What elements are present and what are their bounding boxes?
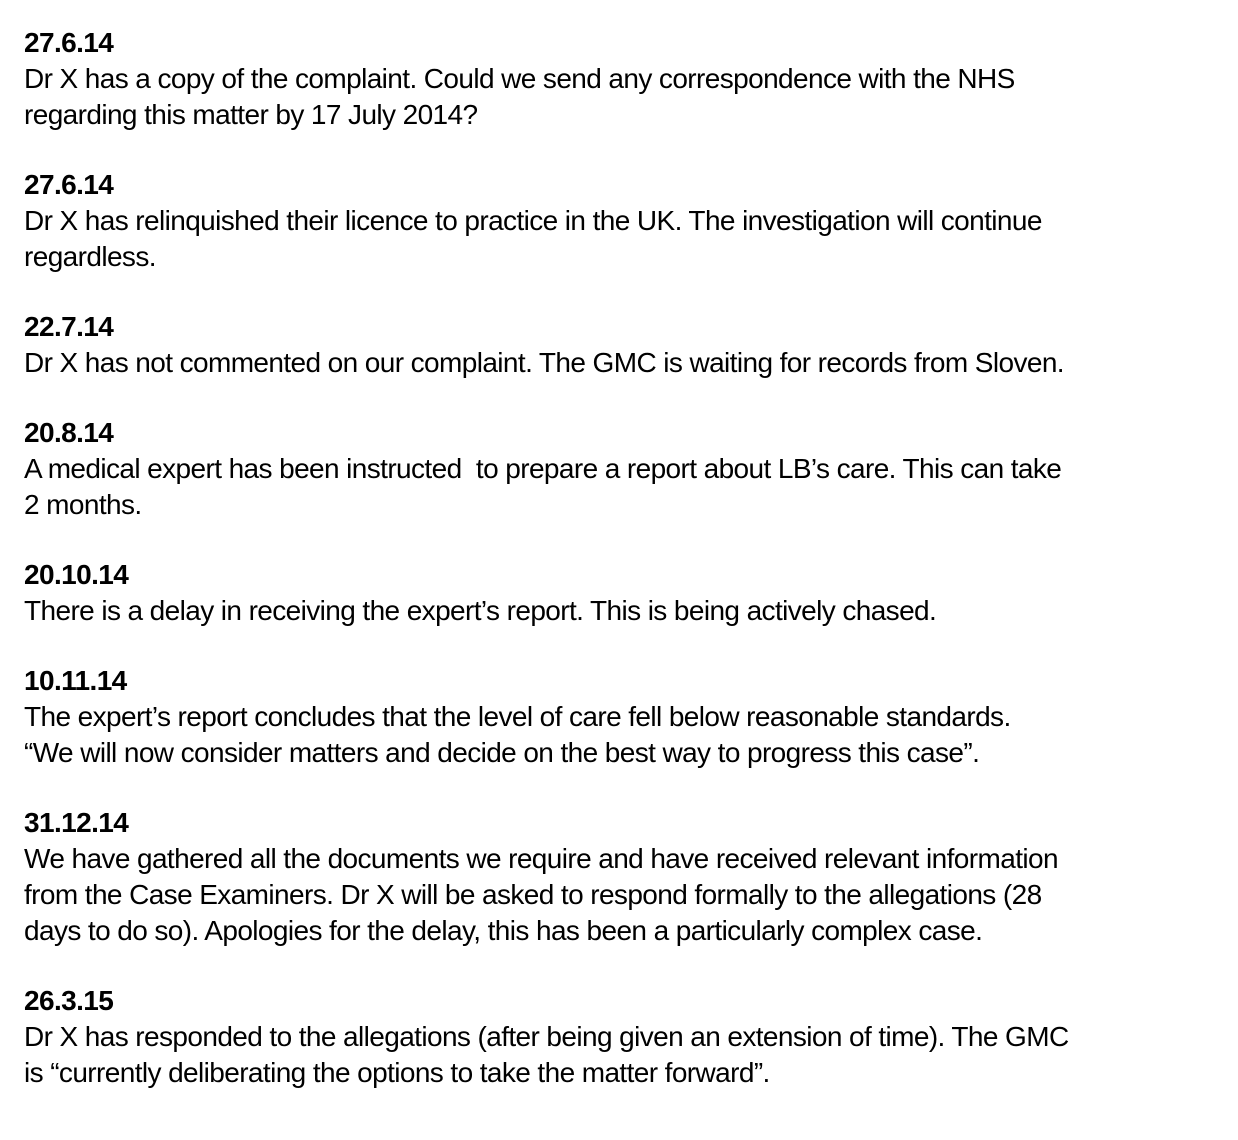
timeline-entry [24, 663, 1224, 771]
entry-line: 2 months. [24, 489, 142, 520]
entry-date: 26.3.15 [24, 985, 114, 1016]
timeline-entry [24, 25, 1224, 133]
entry-line: Dr X has not commented on our complaint. The GMC is waiting for records from Sloven. [24, 347, 1064, 378]
entry-line: Dr X has a copy of the complaint. Could we send any correspondence with the NHS [24, 63, 1015, 94]
entry-line: Dr X has responded to the allegations (after being given an extension of time). The GMC [24, 1021, 1069, 1052]
timeline-entry [24, 309, 1224, 381]
entry-date: 10.11.14 [24, 665, 127, 696]
timeline-entry [24, 557, 1224, 629]
entry-line: from the Case Examiners. Dr X will be asked to respond formally to the allegations (28 [24, 879, 1042, 910]
entry-date: 31.12.14 [24, 807, 129, 838]
timeline-entry [24, 415, 1224, 523]
entry-line: Dr X has relinquished their licence to practice in the UK. The investigation will continue [24, 205, 1042, 236]
entry-date: 27.6.14 [24, 169, 114, 200]
entry-date: 22.7.14 [24, 311, 114, 342]
timeline-entry [24, 167, 1224, 275]
entry-line: is “currently deliberating the options to take the matter forward”. [24, 1057, 770, 1088]
entry-date: 27.6.14 [24, 27, 114, 58]
entry-line: regardless. [24, 241, 156, 272]
timeline-entry [24, 983, 1224, 1091]
entry-line: We have gathered all the documents we require and have received relevant information [24, 843, 1058, 874]
timeline-entry [24, 805, 1224, 949]
entry-line: There is a delay in receiving the expert’s report. This is being actively chased. [24, 595, 937, 626]
entry-line: regarding this matter by 17 July 2014? [24, 99, 478, 130]
entry-line: “We will now consider matters and decide on the best way to progress this case”. [24, 737, 980, 768]
entry-line: The expert’s report concludes that the level of care fell below reasonable standards. [24, 701, 1011, 732]
entry-date: 20.8.14 [24, 417, 114, 448]
entry-date: 20.10.14 [24, 559, 129, 590]
entry-line: days to do so). Apologies for the delay, this has been a particularly complex case. [24, 915, 983, 946]
entry-line: A medical expert has been instructed to prepare a report about LB’s care. This can take [24, 453, 1062, 484]
